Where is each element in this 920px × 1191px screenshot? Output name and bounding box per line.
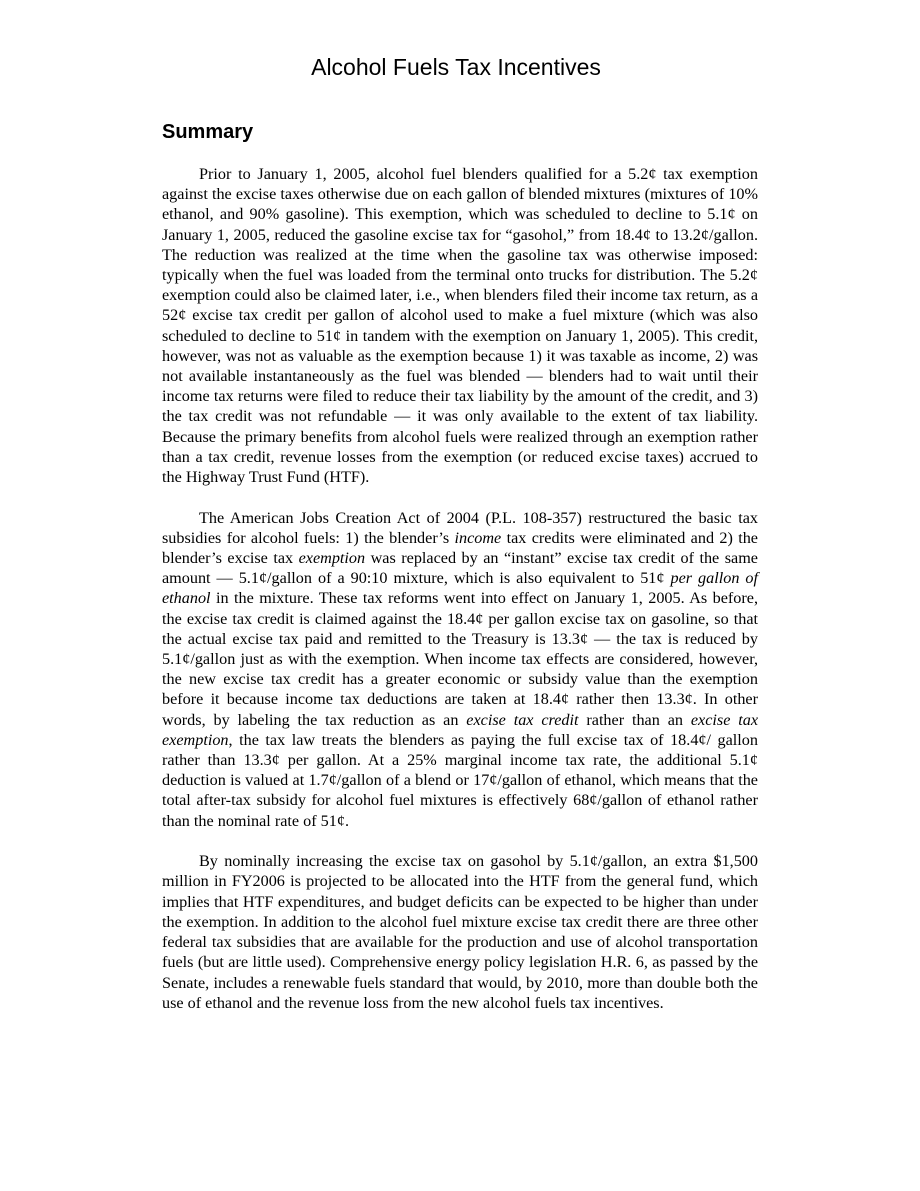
emphasis-text: excise tax exemption	[162, 710, 759, 749]
paragraph-text: in the mixture. These tax reforms went into effect on January 1, 2005. As before, the excise tax credit is claimed against the 18.4¢ per gallon excise tax on gasoline, so that the actual excise tax paid and remitted to the Treasury is 13.3¢ — the tax is reduced by 5.1¢/gallon just as with the exemption. When income tax effects are considered, however, the new excise tax credit has a greater economic or subsidy value than the exemption before it because income tax deductions are taken at 18.4¢ rather then 13.3¢. In other words, by labeling the tax reduction as an	[162, 589, 758, 729]
paragraph-text: The American Jobs Creation Act of 2004 (P.L. 108-357) restructured the basic tax subsidies for alcohol fuels: 1) the blender’s	[162, 508, 758, 547]
paragraph-text: was replaced by an “instant” excise tax credit of the same amount — 5.1¢/gallon of a 90:10 mixture, which is also equivalent to 51¢	[162, 549, 758, 588]
paragraph-text: , the tax law treats the blenders as paying the full excise tax of 18.4¢/ gallon rather than 13.3¢ per gallon. At a 25% marginal income tax rate, the additional 5.1¢ deduction is valued at 1.7¢/gallon of a blend or 17¢/gallon of ethanol, which means that the total after-tax subsidy for alcohol fuel mixtures is effectively 68¢/gallon of ethanol rather than the nominal rate of 51¢.	[162, 730, 758, 830]
paragraph	[162, 164, 758, 487]
summary-heading: Summary	[162, 121, 254, 143]
paragraph-text: rather than an	[578, 710, 691, 729]
emphasis-text: excise tax credit	[466, 710, 579, 729]
paragraph-text: By nominally increasing the excise tax on gasohol by 5.1¢/gallon, an extra $1,500 million in FY2006 is projected to be allocated into the HTF from the general fund, which implies that HTF expenditures, and budget deficits can be expected to be higher than under the exemption. In addition to the alcohol fuel mixture excise tax credit there are three other federal tax subsidies that are available for the production and use of alcohol transportation fuels (but are little used). Comprehensive energy policy legislation H.R. 6, as passed by the Senate, includes a renewable fuels standard that would, by 2010, more than double both the use of ethanol and the revenue loss from the new alcohol fuels tax incentives.	[162, 852, 758, 1012]
page-title: Alcohol Fuels Tax Incentives	[311, 54, 601, 80]
paragraph-text: Prior to January 1, 2005, alcohol fuel blenders qualified for a 5.2¢ tax exemption against the excise taxes otherwise due on each gallon of blended mixtures (mixtures of 10% ethanol, and 90% gasoline). This exemption, which was scheduled to decline to 5.1¢ on January 1, 2005, reduced the gasoline excise tax for “gasohol,” from 18.4¢ to 13.2¢/gallon. The reduction was realized at the time when the gasoline tax was otherwise imposed: typically when the fuel was loaded from the terminal onto trucks for distribution. The 5.2¢ exemption could also be claimed later, i.e., when blenders filed their income tax return, as a 52¢ excise tax credit per gallon of alcohol used to make a fuel mixture (which was also scheduled to decline to 51¢ in tandem with the exemption on January 1, 2005). This credit, however, was not as valuable as the exemption because 1) it was taxable as income, 2) was not available instantaneously as the fuel was blended — blenders had to wait until their income tax returns were filed to reduce their tax liability by the amount of the credit, and 3) the tax credit was not refundable — it was only available to the extent of tax liability. Because the primary benefits from alcohol fuels were realized through an exemption rather than a tax credit, revenue losses from the exemption (or reduced excise taxes) accrued to the Highway Trust Fund (HTF).	[162, 165, 758, 487]
emphasis-text: income	[454, 528, 502, 547]
paragraph	[162, 508, 758, 831]
summary-body	[162, 164, 758, 1033]
emphasis-text: exemption	[298, 549, 366, 568]
emphasis-text: per gallon of ethanol	[162, 569, 758, 608]
paragraph	[162, 851, 758, 1013]
paragraph-text: tax credits were eliminated and 2) the blender’s excise tax	[162, 528, 758, 568]
